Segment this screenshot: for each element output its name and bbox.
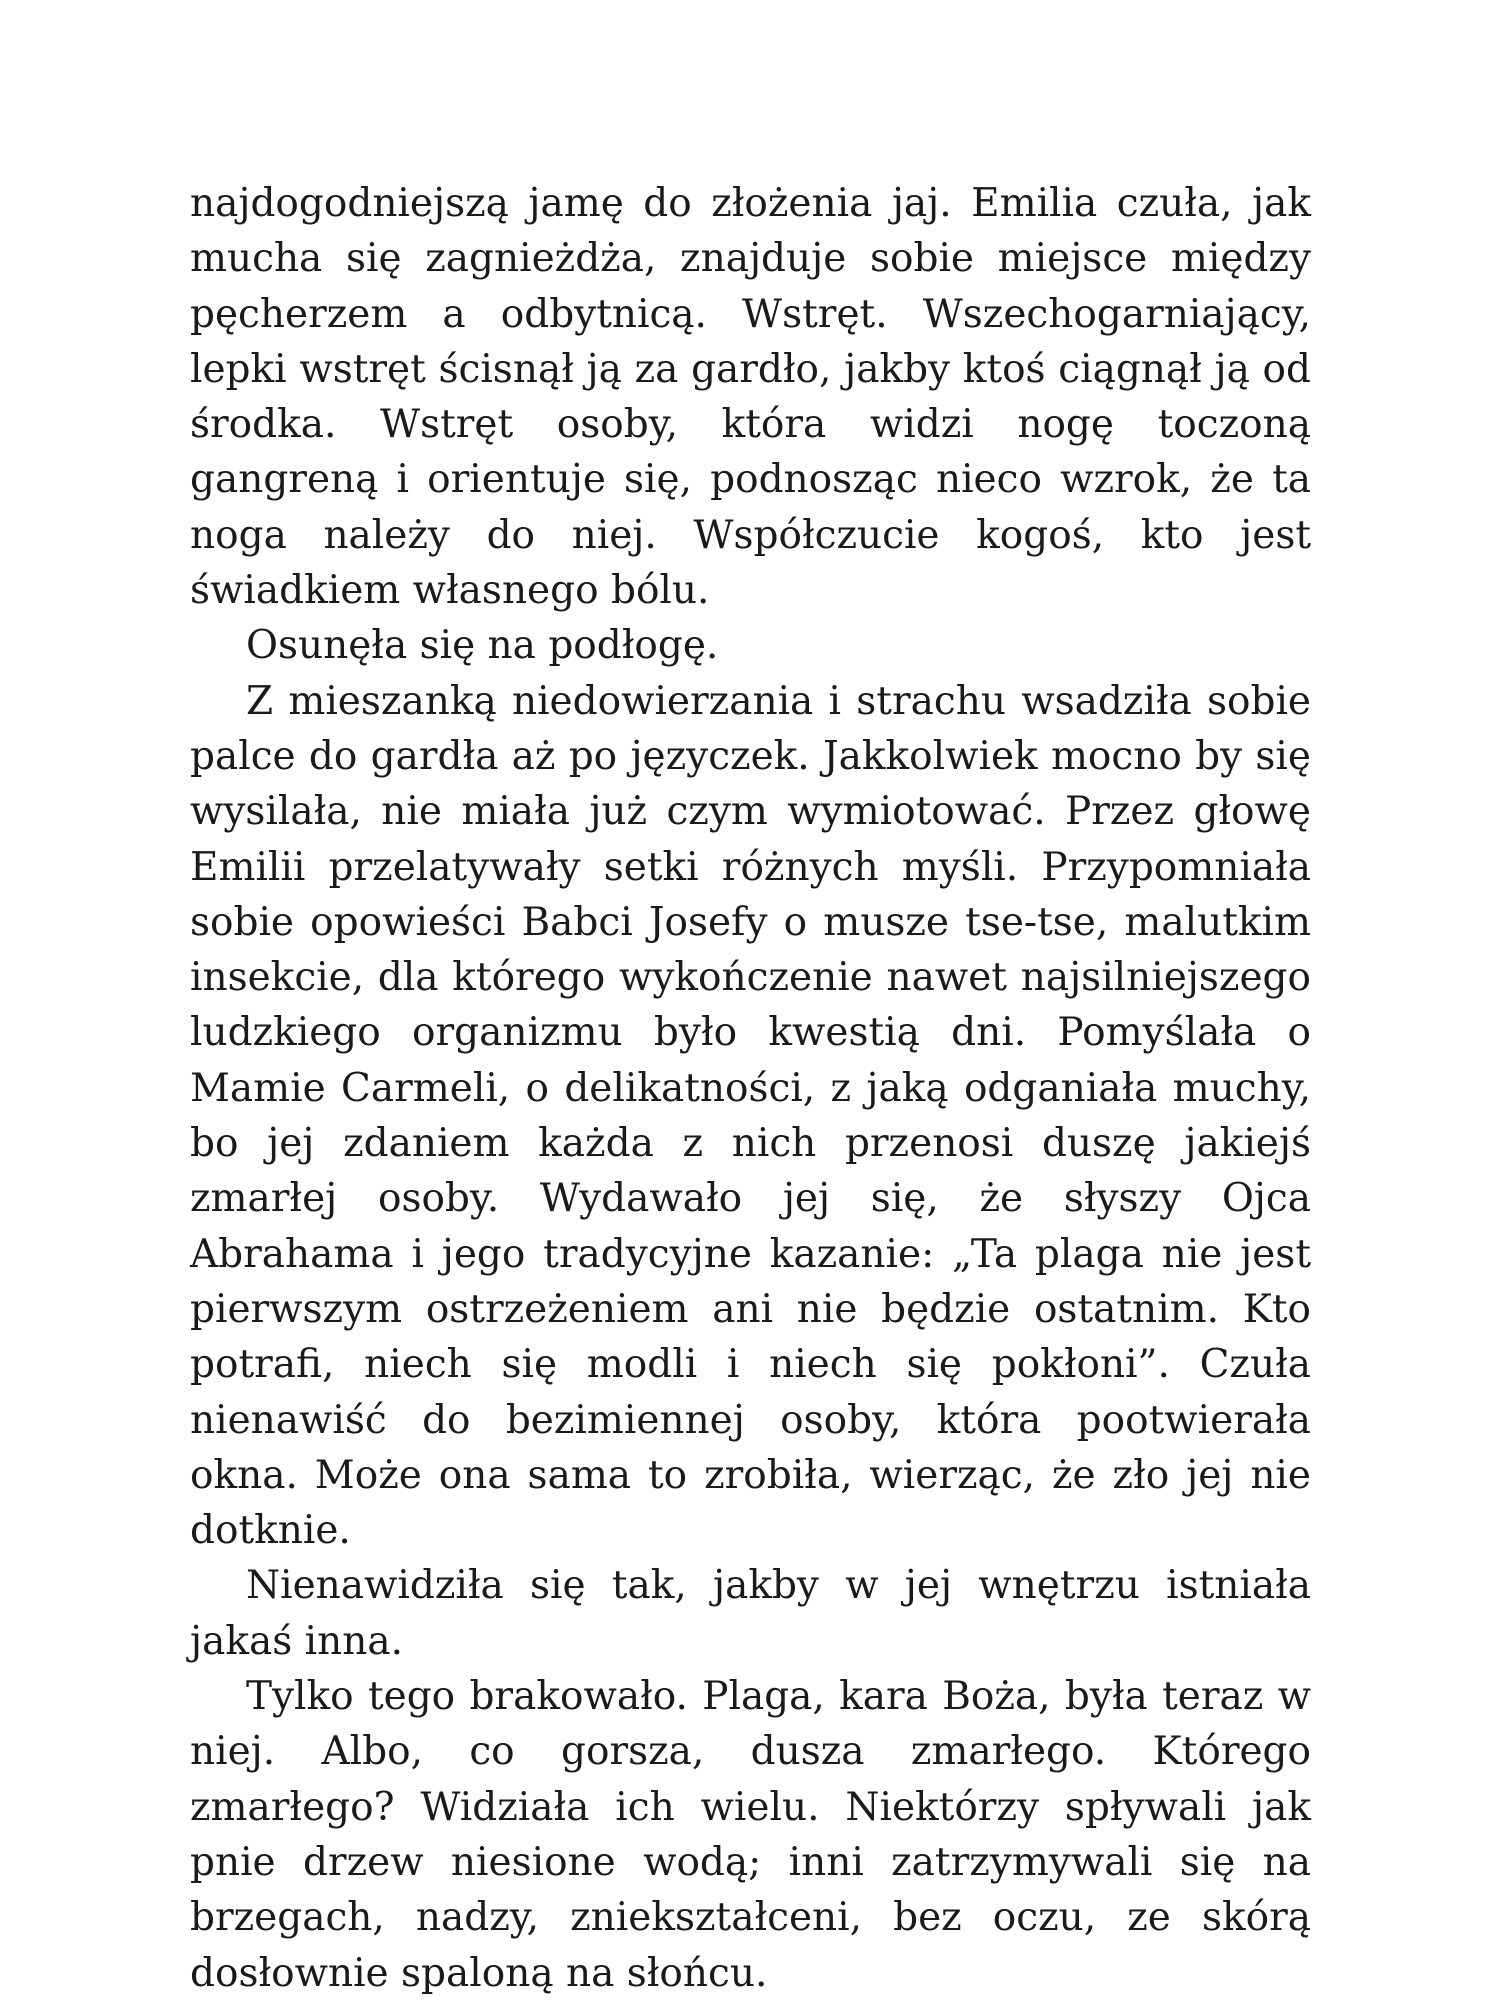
paragraph-2: Osunęła się na podłogę. bbox=[246, 623, 719, 669]
book-page-body bbox=[190, 176, 1311, 2001]
paragraph-5: Tylko tego brakowało. Plaga, kara Boża, była teraz w niej. Albo, co gorsza, dusza zmarłego. Którego zmarłego? Widziała ich wielu. Niektórzy spływali jak pnie drzew niesione wodą; inni zatrzymywali się na brzegach, nadzy, zniekształceni, bez oczu, ze skórą dosłownie spaloną na słońcu. bbox=[190, 1674, 1311, 1996]
paragraph-3: Z mieszanką niedowierzania i strachu wsadziła sobie palce do gardła aż po języczek. Jakkolwiek mocno by się wysilała, nie miała już czym wymiotować. Przez głowę Emilii przelatywały setki różnych myśli. Przypomniała sobie opowieści Babci Josefy o musze tse-tse, malutkim insekcie, dla którego wykończenie nawet najsilniejszego ludzkiego organizmu było kwestią dni. Pomyślała o Mamie Carmeli, o delikatności, z jaką odganiała muchy, bo jej zdaniem każda z nich przenosi duszę jakiejś zmarłej osoby. Wydawało jej się, że słyszy Ojca Abrahama i jego tradycyjne kazanie: „Ta plaga nie jest pierwszym ostrzeżeniem ani nie będzie ostatnim. Kto potrafi, niech się modli i niech się pokłoni”. Czuła nienawiść do bezimiennej osoby, która pootwierała okna. Może ona sama to zrobiła, wierząc, że zło jej nie dotknie. bbox=[190, 678, 1311, 1554]
paragraph-4: Nienawidziła się tak, jakby w jej wnętrzu istniała jakaś inna. bbox=[190, 1563, 1311, 1664]
paragraph-1: najdogodniejszą jamę do złożenia jaj. Emilia czuła, jak mucha się zagnieżdża, znajduje sobie miejsce między pęcherzem a odbytnicą. Wstręt. Wszechogarniający, lepki wstręt ścisnął ją za gardło, jakby ktoś ciągnął ją od środka. Wstręt osoby, która widzi nogę toczoną gangreną i orientuje się, podnosząc nieco wzrok, że ta noga należy do niej. Współczucie kogoś, kto jest świadkiem własnego bólu. bbox=[190, 181, 1311, 614]
